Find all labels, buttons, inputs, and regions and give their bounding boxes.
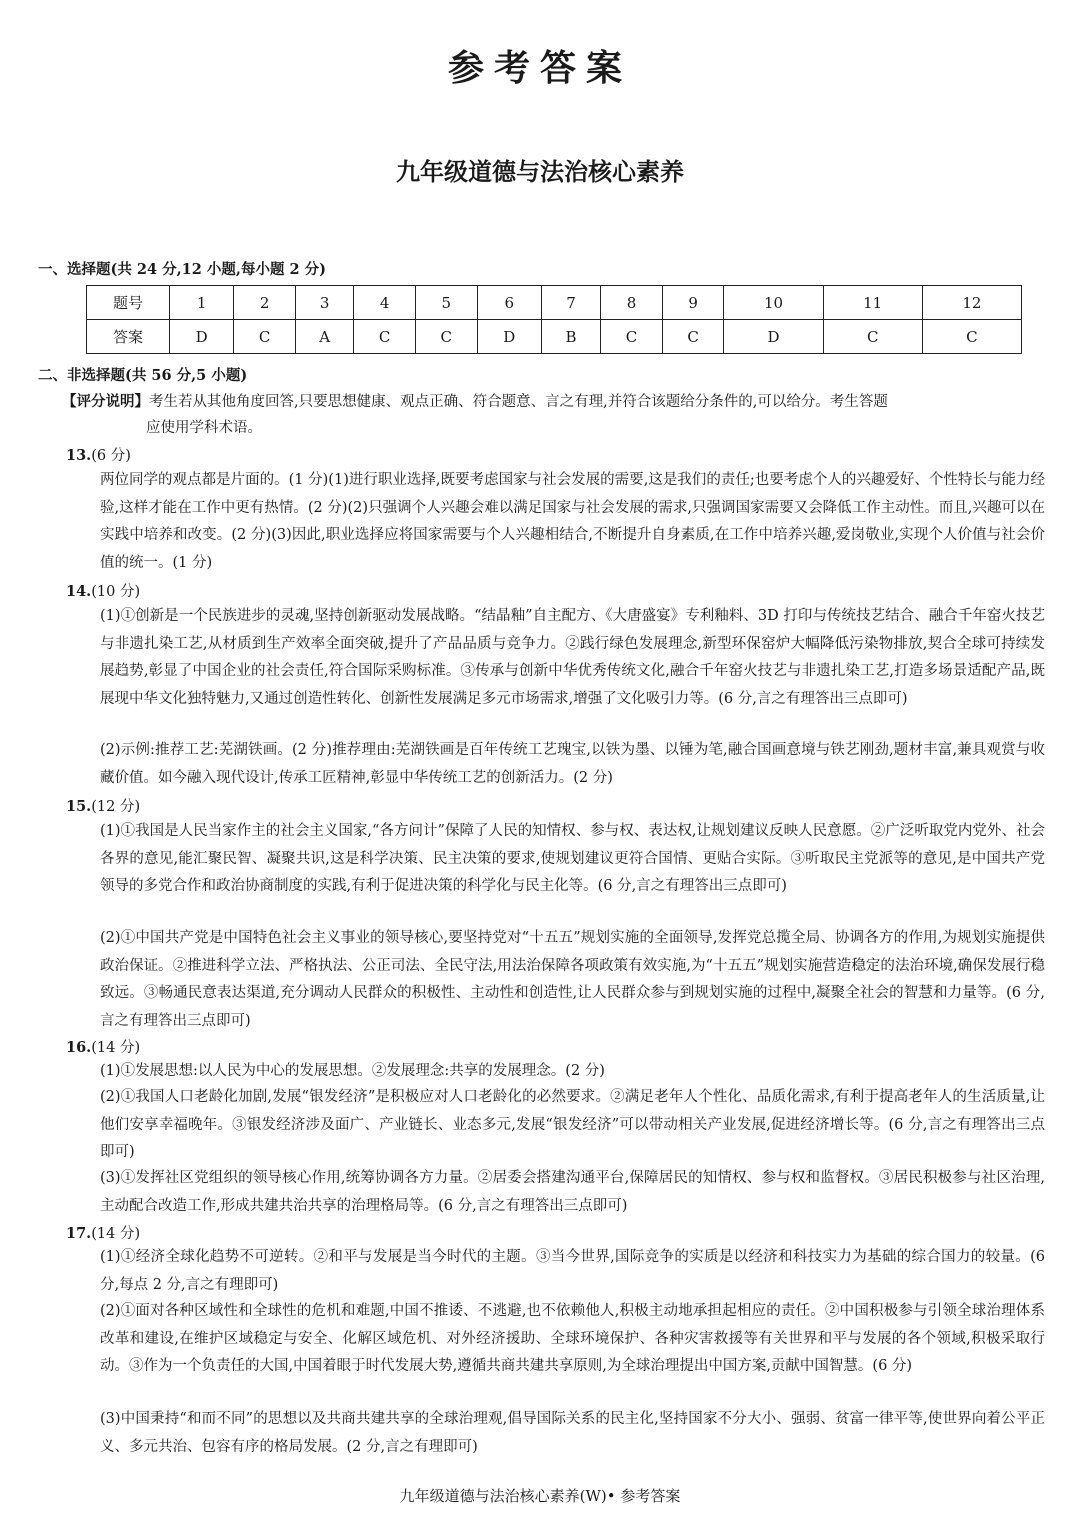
table-row-answers [87,320,1022,354]
question-14-header [66,580,140,601]
table-cell: C [922,320,1021,354]
question-13-header [66,444,131,465]
table-cell: 12 [922,286,1021,320]
table-row-numbers [87,286,1022,320]
q17-answer-part3: (3)中国秉持“和而不同”的思想以及共商共建共享的全球治理观,倡导国际关系的民主化,坚持国家不分大小、强弱、贫富一律平等,使世界向着公平正义、多元共治、包容有序的格局发展。(2 分,言之有理即可) [100,1411,1045,1455]
table-cell: C [662,320,724,354]
page-subtitle: 九年级道德与法治核心素养 [396,157,684,186]
question-number: 17. [66,1225,92,1242]
question-16-header [66,1036,140,1057]
q16-answer-part1: (1)①发展思想:以人民为中心的发展思想。②发展理念:共享的发展理念。(2 分) [100,1063,605,1079]
q17-answer-part1: (1)①经济全球化趋势不可逆转。②和平与发展是当今时代的主题。③当今世界,国际竞争的实质是以经济和科技实力为基础的综合国力的较量。(6 分,每点 2 分,言之有理即可) [100,1249,1045,1293]
q14-answer-part2: (2)示例:推荐工艺:芜湖铁画。(2 分)推荐理由:芜湖铁画是百年传统工艺瑰宝,以铁为墨、以锤为笔,融合国画意境与铁艺刚劲,题材丰富,兼具观赏与收藏价值。如今融入现代设计,传承工匠精神,彰显中华传统工艺的创新活力。(2 分) [100,742,1045,786]
scoring-note-line1: 考生若从其他角度回答,只要思想健康、观点正确、符合题意、言之有理,并符合该题给分条件的,可以给分。考生答题 [149,394,888,410]
q16-answer-part2: (2)①我国人口老龄化加剧,发展“银发经济”是积极应对人口老龄化的必然要求。②满足老年人个性化、品质化需求,有利于提高老年人的生活质量,让他们安享幸福晚年。③银发经济涉及面广、产业链长、业态多元,发展“银发经济”可以带动相关产业发展,促进经济增长等。(6 分,言之有理答出三点即可) [100,1089,1045,1160]
table-cell: 11 [823,286,922,320]
table-cell: C [601,320,663,354]
q15-answer-part2: (2)①中国共产党是中国特色社会主义事业的领导核心,要坚持党对“十五五”规划实施的全面领导,发挥党总揽全局、协调各方的作用,为规划实施提供政治保证。②推进科学立法、严格执法、公正司法、全民守法,用法治保障各项政策有效实施,为“十五五”规划实施营造稳定的法治环境,确保发展行稳致远。③畅通民意表达渠道,充分调动人民群众的积极性、主动性和创造性,让人民群众参与到规划实施的过程中,凝聚全社会的智慧和力量等。(6 分,言之有理答出三点即可) [100,930,1045,1029]
table-cell: D [170,320,234,354]
question-score: (14 分) [91,1040,141,1056]
scoring-note-tag: 【评分说明】 [62,393,149,410]
scoring-note [62,389,1047,441]
q15-answer-part1: (1)①我国是人民当家作主的社会主义国家,“各方问计”保障了人民的知情权、参与权、表达权,让规划建议反映人民意愿。②广泛听取党内党外、社会各界的意见,能汇聚民智、凝聚共识,这是科学决策、民主决策的要求,使规划建议更符合国情、更贴合实际。③听取民主党派等的意见,是中国共产党领导的多党合作和政治协商制度的实践,有利于促进决策的科学化与民主化等。(6 分,言之有理答出三点即可) [100,823,1045,894]
table-cell: 1 [170,286,234,320]
table-cell: C [415,320,477,354]
table-cell: 7 [541,286,600,320]
q14-answer-part1: (1)①创新是一个民族进步的灵魂,坚持创新驱动发展战略。“结晶釉”自主配方、《大唐盛宴》专利釉料、3D 打印与传统技艺结合、融合千年窑火技艺与非遗扎染工艺,从材质到生产效率全面突破,提升了产品品质与竞争力。②践行绿色发展理念,新型环保窑炉大幅降低污染物排放,契合全球可持续发展趋势,彰显了中国企业的社会责任,符合国际采购标准。③传承与创新中华优秀传统文化,融合千年窑火技艺与非遗扎染工艺,打造多场景适配产品,既展现中华文化独特魅力,又通过创造性转化、创新性发展满足多元市场需求,增强了文化吸引力等。(6 分,言之有理答出三点即可) [100,608,1045,707]
table-cell: C [234,320,296,354]
question-number: 15. [66,798,92,815]
q13-answer: 两位同学的观点都是片面的。(1 分)(1)进行职业选择,既要考虑国家与社会发展的需要,这是我们的责任;也要考虑个人的兴趣爱好、个性特长与能力经验,这样才能在工作中更有热情。(2 分)(2)只强调个人兴趣会难以满足国家与社会发展的需求,只强调国家需要又会降低工作主动性。而且,兴趣可以在实践中培养和改变。(2 分)(3)因此,职业选择应将国家需要与个人兴趣相结合,不断提升自身素质,在工作中培养兴趣,爱岗敬业,实现个人价值与社会价值的统一。(1 分) [100,472,1045,571]
table-cell: 5 [415,286,477,320]
question-score: (12 分) [91,799,141,815]
row-label-answer: 答案 [87,320,170,354]
table-cell: 6 [477,286,541,320]
question-score: (14 分) [91,1226,141,1242]
page-footer: 九年级道德与法治核心素养(W)• 参考答案 [399,1487,681,1505]
table-cell: D [724,320,823,354]
q16-answer-part3: (3)①发挥社区党组织的领导核心作用,统筹协调各方力量。②居委会搭建沟通平台,保障居民的知情权、参与权和监督权。③居民积极参与社区治理,主动配合改造工作,形成共建共治共享的治理格局等。(6 分,言之有理答出三点即可) [100,1170,1045,1214]
table-cell: A [295,320,353,354]
table-cell: 3 [295,286,353,320]
row-label-number: 题号 [87,286,170,320]
question-17-header [66,1222,140,1243]
section-2-heading: 二、非选择题(共 56 分,5 小题) [38,367,248,384]
table-cell: 2 [234,286,296,320]
section-1-heading: 一、选择题(共 24 分,12 小题,每小题 2 分) [38,261,327,278]
table-cell: C [823,320,922,354]
question-15-header [66,795,140,816]
scoring-note-line2: 应使用学科术语。 [146,420,262,436]
q17-answer-part2: (2)①面对各种区域性和全球性的危机和难题,中国不推诿、不逃避,也不依赖他人,积极主动地承担起相应的责任。②中国积极参与引领全球治理体系改革和建设,在维护区域稳定与安全、化解区域危机、对外经济援助、全球环境保护、各种灾害救援等有关世界和平与发展的各个领域,积极采取行动。③作为一个负责任的大国,中国着眼于时代发展大势,遵循共商共建共享原则,为全球治理提出中国方案,贡献中国智慧。(6 分) [100,1303,1045,1374]
table-cell: 10 [724,286,823,320]
question-number: 14. [66,583,92,600]
choice-answer-table [86,285,1022,354]
table-cell: B [541,320,600,354]
table-cell: C [354,320,416,354]
page-title: 参考答案 [447,47,632,89]
table-cell: D [477,320,541,354]
question-number: 13. [66,447,92,464]
table-cell: 8 [601,286,663,320]
question-score: (6 分) [91,448,131,464]
question-number: 16. [66,1039,92,1056]
table-cell: 4 [354,286,416,320]
question-score: (10 分) [91,584,141,600]
table-cell: 9 [662,286,724,320]
